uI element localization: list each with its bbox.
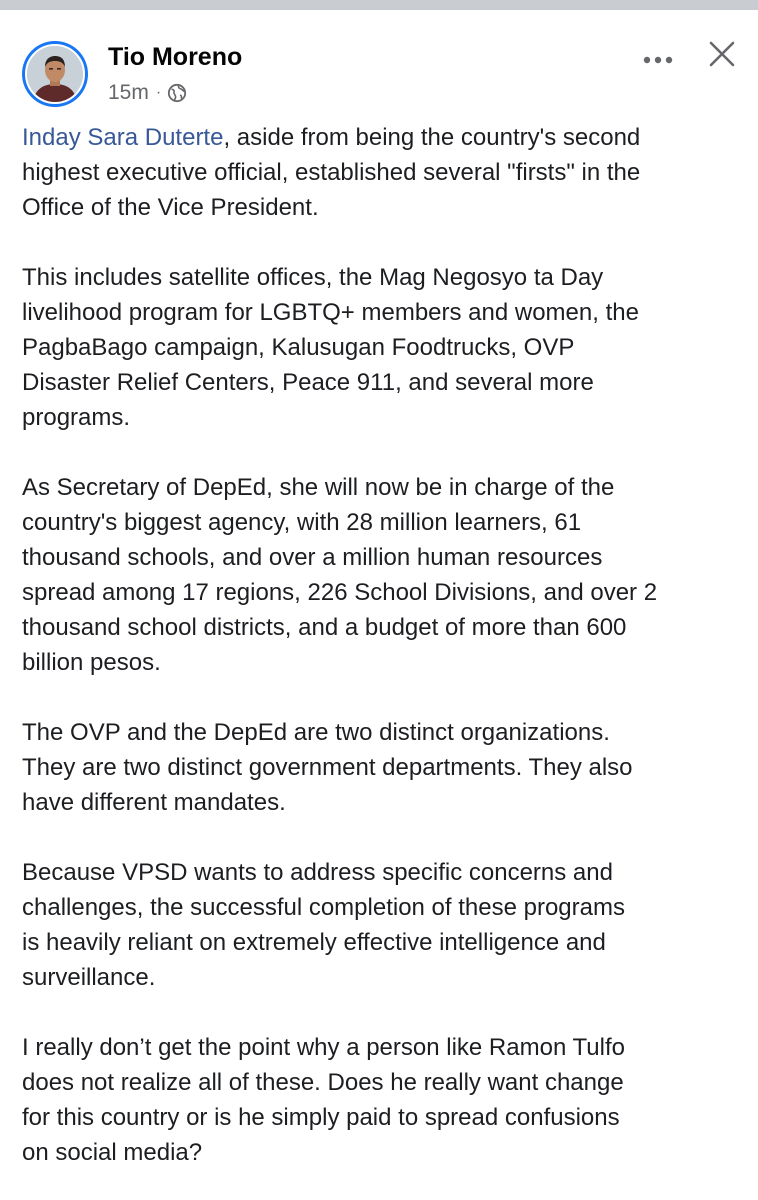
meta-separator: · xyxy=(155,84,162,101)
post-paragraph-1 xyxy=(22,120,750,225)
globe-icon[interactable] xyxy=(167,83,187,103)
post-paragraph-5: Because VPSD wants to address specific concerns and challenges, the successful completion of these programs is heavily reliant on extremely effective intelligence and surveillance. xyxy=(22,859,625,991)
post-body xyxy=(22,120,750,1200)
top-strip xyxy=(0,0,758,10)
author-name[interactable]: Tio Moreno xyxy=(108,43,243,71)
post-paragraph-3: As Secretary of DepEd, she will now be in charge of the country's biggest agency, with 28 million learners, 61 thousand schools, and over a million human resources spread among 17 regions, 226 School Divisions, and over 2 thousand school districts, and a budget of more than 600 billion pesos. xyxy=(22,474,658,676)
post-time[interactable]: 15m xyxy=(108,81,149,104)
paragraph-1-text: , aside from being the country's second highest executive official, established several "firsts" in the Office of the Vice President. xyxy=(22,124,641,221)
more-dots-icon xyxy=(643,51,673,69)
close-icon xyxy=(708,40,736,73)
profile-photo xyxy=(25,44,85,104)
avatar[interactable] xyxy=(22,41,88,107)
close-button[interactable] xyxy=(702,36,742,76)
more-options-button[interactable] xyxy=(636,46,680,74)
post-paragraph-6: I really don’t get the point why a person like Ramon Tulfo does not realize all of these. Does he really want change for this country or is he simply paid to spread confusions on social media? xyxy=(22,1034,625,1166)
post-paragraph-4: The OVP and the DepEd are two distinct organizations. They are two distinct government departments. They also have different mandates. xyxy=(22,719,633,816)
mention-link[interactable]: Inday Sara Duterte xyxy=(22,124,224,151)
post-paragraph-2: This includes satellite offices, the Mag Negosyo ta Day livelihood program for LGBTQ+ members and women, the PagbaBago campaign, Kalusugan Foodtrucks, OVP Disaster Relief Centers, Peace 911, and several more programs. xyxy=(22,264,639,431)
post-meta xyxy=(108,80,187,106)
post-header xyxy=(0,10,758,120)
